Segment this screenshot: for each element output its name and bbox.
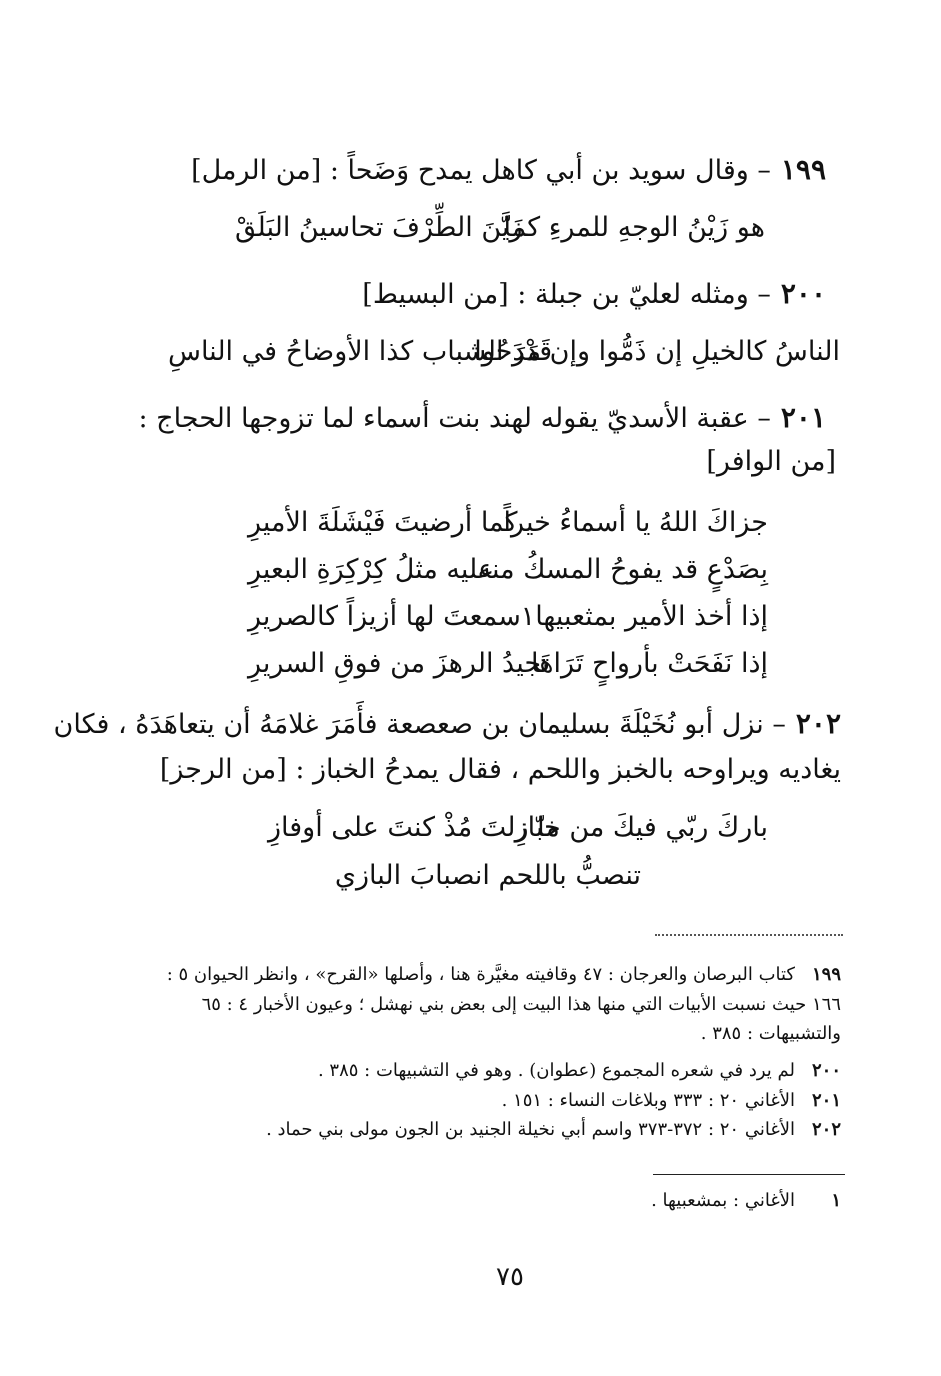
hemistich-right: هو زَيْنُ الوجهِ للمرءِ كما — [503, 212, 765, 243]
entry-202-verse-2: تنصبُّ باللحم انصبابَ البازي — [334, 860, 641, 891]
footnote-text: كتاب البرصان والعرجان : ٤٧ وقافيته مغيَّرة هنا ، وأصلها «القرح» ، وانظر الحيوان ٥ : — [166, 964, 795, 985]
footnote-199-line3: والتشبيهات : ٣٨٥ . — [700, 1023, 841, 1044]
entry-heading-text: – وقال سويد بن أبي كاهل يمدح وَضَحاً : [من الرمل] — [191, 155, 771, 186]
footnote-200 — [318, 1058, 841, 1084]
footnote-199 — [167, 962, 841, 988]
hemistich-right: بِصَدْعٍ قد يفوحُ المسكُ منه — [477, 554, 768, 585]
margin-note — [651, 1188, 841, 1214]
footnote-number: ٢٠٢ — [811, 1119, 841, 1140]
hemistich-right: باركَ ربّي فيكَ من خبّازِ — [514, 812, 768, 843]
entry-202-heading-line1 — [54, 704, 841, 745]
entry-201-verse-1 — [248, 503, 768, 543]
entry-number: ٢٠١ — [780, 401, 826, 434]
note-separator — [653, 1174, 845, 1175]
entry-number: ٢٠٢ — [795, 707, 841, 740]
entry-number: ١٩٩ — [780, 153, 826, 186]
hemistich-left: سمعتَ لها أزيزاً كالصريرِ — [248, 601, 521, 632]
entry-heading-text: – ومثله لعليّ بن جبلة : [من البسيط] — [362, 279, 771, 310]
entry-202-heading-line2: يغاديه ويراوحه بالخبز واللحم ، فقال يمدحُ الخباز : [من الرجز] — [159, 754, 841, 785]
entry-heading-text: – عقبة الأسديّ يقوله لهند بنت أسماء لما تزوجها الحجاج : — [138, 403, 771, 434]
hemistich-right: إذا نَفَحَتْ بأرواحٍ تَرَاهَا — [530, 648, 768, 679]
entry-201-heading-line2: [من الوافر] — [706, 446, 836, 477]
hemistich-left: قَدْرَ الشباب كذا الأوضاحُ في الناسِ — [168, 336, 553, 367]
hemistich-left: كما أرضيتَ فَيْشَلَةَ الأميرِ — [248, 507, 518, 538]
entry-199-verse — [235, 208, 765, 248]
entry-201-heading-line1 — [138, 398, 826, 439]
note-text: الأغاني : بمشعبيها . — [651, 1190, 795, 1211]
entry-number: ٢٠٠ — [780, 277, 826, 310]
footnote-201 — [502, 1088, 841, 1114]
entry-heading-text: – نزل أبو نُخَيْلَةَ بسليمان بن صعصعة فأَمَرَ غلامَهُ أن يتعاهَدَهُ ، فكان — [53, 709, 786, 740]
footnote-202 — [266, 1117, 841, 1143]
entry-201-verse-4 — [248, 644, 768, 684]
entry-199-heading — [191, 150, 826, 191]
hemistich-left: عليه مثلُ كِرْكِرَةِ البعيرِ — [248, 554, 495, 585]
hemistich-right: جزاكَ اللهُ يا أسماءُ خيراً — [503, 507, 768, 538]
footnote-text: الأغاني ٢٠ : ٣٣٣ وبلاغات النساء : ١٥١ . — [501, 1090, 795, 1111]
hemistich-left: تجيدُ الرهزَ من فوقِ السريرِ — [248, 648, 550, 679]
footnote-number: ١٩٩ — [811, 964, 841, 985]
entry-200-verse — [168, 332, 840, 372]
entry-200-heading — [362, 274, 826, 315]
footnote-text: الأغاني ٢٠ : ٣٧٢-٣٧٣ واسم أبي نخيلة الجنيد بن الجون مولى بني حماد . — [266, 1119, 795, 1140]
page-number: ٧٥ — [496, 1262, 524, 1292]
entry-201-verse-3 — [248, 597, 768, 637]
hemistich-right: الناسُ كالخيلِ إن ذَمُّوا وإن مَدَحُوا — [474, 336, 840, 367]
note-number: ١ — [831, 1190, 841, 1211]
entry-201-verse-2 — [248, 550, 768, 590]
footnote-text: لم يرد في شعره المجموع (عطوان) . وهو في التشبيهات : ٣٨٥ . — [317, 1060, 795, 1081]
footnote-199-line2: ١٦٦ حيث نسبت الأبيات التي منها هذا البيت إلى بعض بني نهشل ؛ وعيون الأخبار ٤ : ٦٥ — [201, 994, 841, 1015]
footnote-number: ٢٠١ — [811, 1090, 841, 1111]
hemistich-left: زَيَّنَ الطِّرْفَ تحاسينُ البَلَقْ — [235, 212, 523, 243]
hemistich-left: ما زلتَ مُذْ كنتَ على أوفازِ — [268, 812, 560, 843]
entry-202-verse — [268, 808, 768, 848]
hemistich-right: إذا أخذ الأمير بمثعبيها١ — [520, 601, 768, 632]
footnote-number: ٢٠٠ — [811, 1060, 841, 1081]
footnote-separator — [655, 934, 843, 936]
